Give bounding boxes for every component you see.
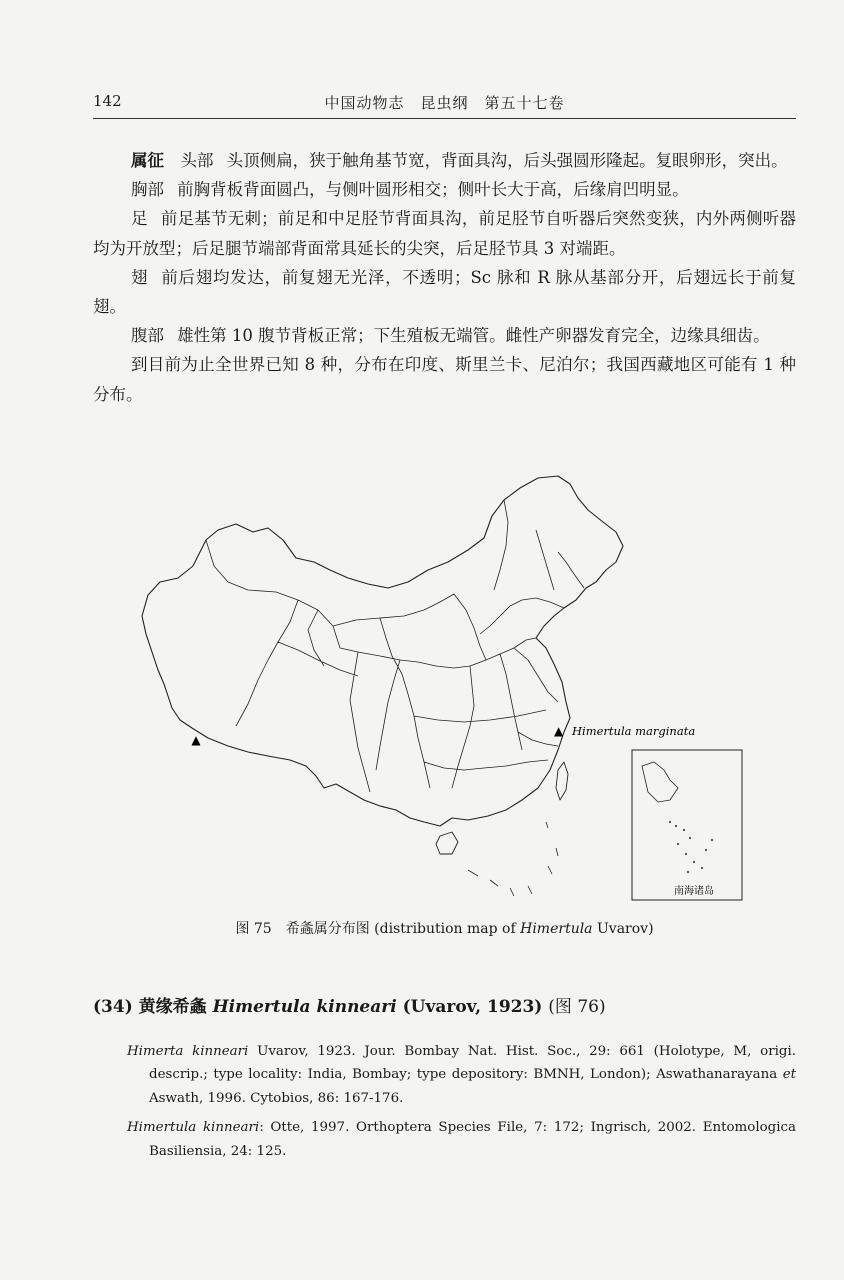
- country-outline: [142, 476, 623, 826]
- species-authority: (Uvarov, 1923): [402, 997, 543, 1017]
- running-header: [93, 92, 796, 119]
- china-map-svg: [118, 470, 758, 910]
- genus-label: 属征: [130, 151, 164, 170]
- hainan-outline: [436, 832, 458, 854]
- south-china-sea-inset: [632, 750, 742, 900]
- province-lines: [206, 500, 584, 792]
- paragraph-distribution: 到目前为止全世界已知 8 种，分布在印度、斯里兰卡、尼泊尔；我国西藏地区可能有 1 种分布。: [93, 355, 796, 404]
- head-label: 头部: [180, 151, 214, 170]
- running-title: 中国动物志 昆虫纲 第五十七卷: [324, 94, 565, 112]
- abdomen-text: 雄性第 10 腹节背板正常；下生殖板无端管。雌性产卵器发育完全，边缘具细齿。: [177, 326, 770, 346]
- page-number: 142: [93, 92, 122, 110]
- reference-entry: Himertula kinneari: Otte, 1997. Orthoptera Species File, 7: 172; Ingrisch, 2002. Entomologica Basiliensia, 24: 125.: [127, 1120, 797, 1159]
- species-heading: [93, 992, 796, 1017]
- wings-label: 翅: [130, 267, 149, 287]
- legend-species: Himertula marginata: [572, 724, 696, 738]
- figure-caption: 图 75 希螽属分布图 (distribution map of Himertula Uvarov): [235, 921, 654, 937]
- paragraph-legs: [93, 204, 796, 262]
- paragraph-thorax: [93, 175, 796, 204]
- paragraph-head: [93, 146, 796, 175]
- synonymy-list: [127, 1040, 796, 1169]
- paragraph-wings: [93, 263, 796, 321]
- locality-marker: ▲: [191, 733, 201, 747]
- reference-entry: Himerta kinneari Uvarov, 1923. Jour. Bombay Nat. Hist. Soc., 29: 661 (Holotype, M, origi. descrip.; type locality: India, Bombay; type depository: BMNH, London); Aswathanarayana et Aswath, 1996. Cytobios, 86: 167-176.: [127, 1044, 796, 1106]
- thorax-label: 胸部: [130, 180, 164, 200]
- head-text: 头顶侧扁，狭于触角基节宽，背面具沟，后头强圆形隆起。复眼卵形，突出。: [226, 151, 788, 170]
- taiwan-outline: [556, 762, 568, 800]
- wings-text: 前后翅均发达，前复翅无光泽，不透明；Sc 脉和 R 脉从基部分开，后翅远长于前复翅。: [93, 267, 797, 317]
- coast-islands: [468, 822, 558, 896]
- thorax-text: 前胸背板背面圆凸，与侧叶圆形相交；侧叶长大于高，后缘肩凹明显。: [177, 180, 689, 200]
- legs-text: 前足基节无刺；前足和中足胫节背面具沟，前足胫节自听器后突然变狭，内外两侧听器均为开放型；后足腿节端部背面常具延长的尖突，后足胫节具 3 对端距。: [93, 209, 797, 258]
- caption-genus: Himertula: [520, 921, 593, 937]
- inset-label: 南海诸岛: [674, 886, 714, 897]
- legend-marker: ▲: [554, 724, 564, 738]
- paragraph-abdomen: [93, 321, 796, 350]
- distribution-map: [118, 470, 758, 910]
- genus-description: [93, 146, 796, 409]
- abdomen-label: 腹部: [130, 326, 164, 346]
- species-latin-name: Himertula kinneari: [212, 997, 397, 1017]
- species-figure-ref: (图 76): [548, 997, 606, 1017]
- species-number: (34): [93, 997, 133, 1017]
- species-chinese-name: 黄缘希螽: [138, 997, 207, 1017]
- legs-label: 足: [130, 209, 148, 229]
